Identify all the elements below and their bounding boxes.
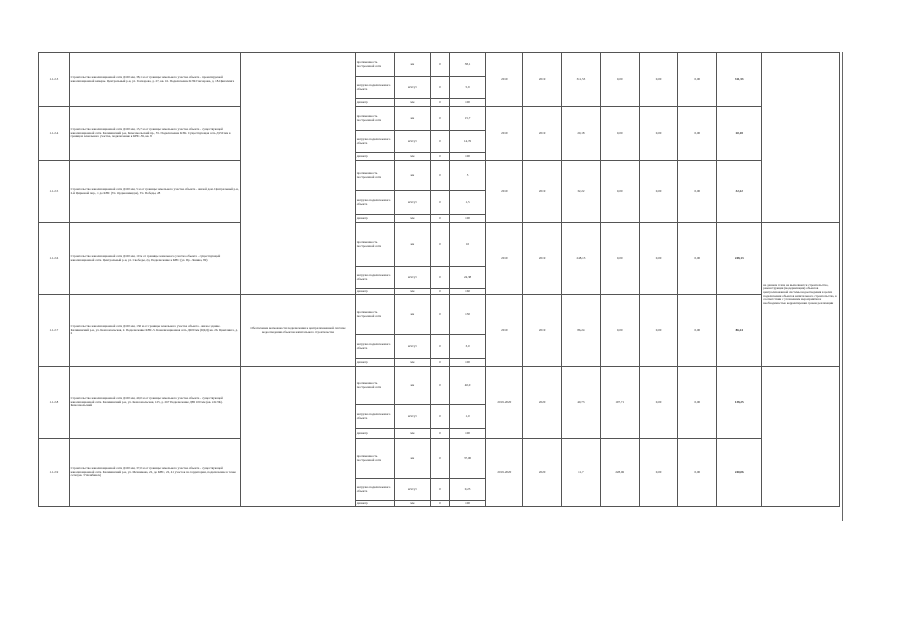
unit-cell: м3/сут — [394, 335, 431, 359]
note-blank — [762, 53, 840, 223]
row-number: 1.1.2.3 — [39, 53, 70, 107]
cost-value: 0,00 — [639, 439, 678, 507]
unit-cell: км — [394, 161, 431, 191]
unit-cell: мм — [394, 501, 431, 507]
table-row — [39, 161, 840, 191]
indicator-label: протяженность построенной сети — [355, 161, 394, 191]
unit-cell: м3/сут — [394, 405, 431, 429]
measure-description: Строительство канализационной сети Д100 мм, 37,0 м от границы земельного участка объекта - существующей канализационной сети. Калининский р-н, ул. Мечникова, 22, до КНС, 22, 41 участок по территории, подключение в точке сети (кв. 3 Челябинск) — [69, 439, 241, 507]
purpose-blank — [241, 367, 355, 507]
row-number: 1.1.2.4 — [39, 107, 70, 161]
indicator-label: протяженность построенной сети — [355, 107, 394, 131]
start-year: 2019 — [486, 295, 523, 367]
measure-description: Строительство канализационной сети Д100 мм, 5 м от границы земельного участка объекта - жилой дом. Центральный р-н, 2-й Цирковой пер., 1 до КНС (Ул. Орджоникидзе), Ул. Победы, 28 — [69, 161, 241, 223]
purpose-cell: Обеспечение возможности подключения к централизованной системе водоотведения объектов капитального строительства — [241, 295, 355, 367]
cost-value: 20,18 — [562, 107, 601, 161]
cost-total: 32,22 — [717, 161, 762, 223]
unit-cell: мм — [394, 289, 431, 295]
unit-cell: км — [394, 367, 431, 405]
zero-cell: 0 — [431, 479, 449, 501]
cost-value: 40,73 — [562, 367, 601, 439]
zero-cell: 0 — [431, 99, 449, 107]
table-row — [39, 53, 840, 77]
unit-cell: м3/сут — [394, 191, 431, 215]
cost-value: 0,00 — [600, 53, 639, 107]
zero-cell: 0 — [431, 131, 449, 153]
zero-cell: 0 — [431, 335, 449, 359]
indicator-value: 24,38 — [449, 267, 486, 289]
zero-cell: 0 — [431, 77, 449, 99]
indicator-label: нагрузка подключаемого объекта — [355, 77, 394, 99]
zero-cell: 0 — [431, 359, 449, 367]
indicator-value: 1,0 — [449, 405, 486, 429]
zero-cell: 0 — [431, 191, 449, 215]
unit-cell: м3/сут — [394, 479, 431, 501]
cost-value: 0,00 — [600, 161, 639, 223]
cost-value: 86,24 — [562, 295, 601, 367]
cost-value: 311,53 — [562, 53, 601, 107]
unit-cell: мм — [394, 153, 431, 161]
note-blank — [762, 367, 840, 507]
indicator-label: протяженность построенной сети — [355, 439, 394, 479]
zero-cell: 0 — [431, 295, 449, 335]
unit-cell: км — [394, 107, 431, 131]
cost-value: 197,71 — [600, 367, 639, 439]
end-year: 2019 — [523, 53, 562, 107]
indicator-value: 100 — [449, 359, 486, 367]
row-number: 1.1.2.5 — [39, 161, 70, 223]
indicator-label: протяженность построенной сети — [355, 53, 394, 77]
zero-cell: 0 — [431, 501, 449, 507]
cost-value: 0,00 — [639, 295, 678, 367]
zero-cell: 0 — [431, 223, 449, 267]
row-number: 1.1.2.9 — [39, 439, 70, 507]
cost-total: 248,13 — [717, 223, 762, 295]
indicator-label: диаметр — [355, 215, 394, 223]
start-year: 2019 — [486, 161, 523, 223]
table-row — [39, 223, 840, 267]
unit-cell: мм — [394, 215, 431, 223]
zero-cell: 0 — [431, 429, 449, 439]
row-number: 1.1.2.8 — [39, 367, 70, 439]
cost-value: 0,00 — [678, 223, 717, 295]
cost-total: 20,18 — [717, 107, 762, 161]
indicator-value: 15,7 — [449, 107, 486, 131]
cost-value: 248,13 — [562, 223, 601, 295]
table-row — [39, 295, 840, 335]
table-row — [39, 439, 840, 479]
unit-cell: мм — [394, 429, 431, 439]
indicator-label: диаметр — [355, 359, 394, 367]
cost-value: 0,00 — [678, 53, 717, 107]
indicator-label: нагрузка подключаемого объекта — [355, 267, 394, 289]
cost-value: 0,00 — [678, 439, 717, 507]
indicator-label: диаметр — [355, 429, 394, 439]
cost-total: 86,24 — [717, 295, 762, 367]
zero-cell: 0 — [431, 53, 449, 77]
indicator-value: 37,00 — [449, 439, 486, 479]
cost-value: 0,00 — [600, 107, 639, 161]
cost-value: 11,7 — [562, 439, 601, 507]
indicator-label: диаметр — [355, 153, 394, 161]
table-body — [39, 53, 840, 507]
cost-value: 0,00 — [678, 295, 717, 367]
cost-value: 228,06 — [600, 439, 639, 507]
measure-description: Строительство канализационной сети Д100 мм, 38,1 м от границы земельного участка объекта - проектируемой канализационной камеры. Центральный р-н, ул. Гончарова, д. 27, кв. 16. Подключение КЭК Гончарова, д. 18-Цвиллинга — [69, 53, 241, 107]
indicator-label: диаметр — [355, 289, 394, 295]
cost-value: 0,00 — [678, 161, 717, 223]
indicator-label: нагрузка подключаемого объекта — [355, 405, 394, 429]
indicator-label: нагрузка подключаемого объекта — [355, 191, 394, 215]
indicator-label: диаметр — [355, 99, 394, 107]
zero-cell: 0 — [431, 367, 449, 405]
indicator-label: нагрузка подключаемого объекта — [355, 335, 394, 359]
unit-cell: мм — [394, 99, 431, 107]
unit-cell: км — [394, 295, 431, 335]
zero-cell: 0 — [431, 215, 449, 223]
zero-cell: 0 — [431, 267, 449, 289]
cost-total: 311,53 — [717, 53, 762, 107]
unit-cell: км — [394, 53, 431, 77]
indicator-value: 14,76 — [449, 131, 486, 153]
zero-cell: 0 — [431, 107, 449, 131]
indicator-label: нагрузка подключаемого объекта — [355, 479, 394, 501]
indicator-value: 130 — [449, 295, 486, 335]
unit-cell: км — [394, 439, 431, 479]
investment-program-table — [38, 52, 840, 507]
indicator-value: 3,0 — [449, 335, 486, 359]
indicator-value: 100 — [449, 501, 486, 507]
unit-cell: м3/сут — [394, 131, 431, 153]
unit-cell: км — [394, 223, 431, 267]
cost-value: 32,22 — [562, 161, 601, 223]
cost-value: 0,00 — [678, 107, 717, 161]
indicator-value: 160 — [449, 289, 486, 295]
measure-description: Строительство канализационной сети Д100 мм, 130 м от границы земельного участка объекта - жилое здание. Калининский р-н, ул. Комсомольская, 2. Подключение КНС-5. Канализационная сеть Д200 мм (ЦКД) кв. 26. Цвиллинга, д. 2 — [69, 295, 241, 367]
indicator-value: 10 — [449, 223, 486, 267]
indicator-value: 5,9 — [449, 77, 486, 99]
indicator-value: 38,1 — [449, 53, 486, 77]
start-year: 2019 — [486, 107, 523, 161]
zero-cell: 0 — [431, 289, 449, 295]
indicator-label: протяженность построенной сети — [355, 367, 394, 405]
start-year: 2019 — [486, 53, 523, 107]
cost-value: 0,00 — [600, 295, 639, 367]
cost-value: 0,00 — [600, 223, 639, 295]
zero-cell: 0 — [431, 439, 449, 479]
unit-cell: м3/сут — [394, 77, 431, 99]
indicator-value: 100 — [449, 215, 486, 223]
indicator-label: нагрузка подключаемого объекта — [355, 131, 394, 153]
start-year: 2019 — [486, 223, 523, 295]
row-number: 1.1.2.7 — [39, 295, 70, 367]
indicator-value: 40,0 — [449, 367, 486, 405]
start-year: 2019-2020 — [486, 439, 523, 507]
end-year: 2019 — [523, 161, 562, 223]
measure-description: Строительство канализационной сети Д100 мм, 15,7 м от границы земельного участка объекта - существующей канализационной сети. Калининский р-н, Комсомольский пр., 55. Подключение КЭК. Существующая сеть Д150 мм в границах земельного участка, подключение к КНС-59, кв. 8 — [69, 107, 241, 161]
indicator-value: 100 — [449, 153, 486, 161]
row-number: 1.1.2.6 — [39, 223, 70, 295]
indicator-value: 5 — [449, 161, 486, 191]
start-year: 2019-2020 — [486, 367, 523, 439]
purpose-blank — [241, 53, 355, 295]
end-year: 2019 — [523, 223, 562, 295]
cost-value: 0,00 — [639, 107, 678, 161]
zero-cell: 0 — [431, 153, 449, 161]
indicator-label: диаметр — [355, 501, 394, 507]
cost-value: 0,00 — [639, 161, 678, 223]
note-cell: на данном этапе не выполняется строительство, реконструкция (модернизация) объектов централизованной системы водоотведения в целях подключения объектов капитального строительства, в соответствии с уточнением мероприятия и необходимостью корректировки сроков реализации — [762, 223, 840, 367]
cost-value: 0,00 — [639, 367, 678, 439]
end-year: 2019 — [523, 107, 562, 161]
indicator-value: 0,23 — [449, 479, 486, 501]
cost-total: 240,06 — [717, 439, 762, 507]
end-year: 2020 — [523, 439, 562, 507]
cost-total: 138,25 — [717, 367, 762, 439]
measure-description: Строительство канализационной сети Д100 мм, 40,0 м от границы земельного участка объекта - существующей канализационной сети. Калининский р-н, ул. Комсомольская, 125, д. 267 Подключение ДЮ 100 мм (кв. 4 КЭК). Комсомольский — [69, 367, 241, 439]
cost-value: 0,00 — [639, 53, 678, 107]
indicator-label: протяженность построенной сети — [355, 223, 394, 267]
indicator-label: протяженность построенной сети — [355, 295, 394, 335]
unit-cell: м3/сут — [394, 267, 431, 289]
indicator-value: 100 — [449, 429, 486, 439]
unit-cell: мм — [394, 359, 431, 367]
cost-value: 0,00 — [678, 367, 717, 439]
right-border-line — [842, 52, 843, 521]
end-year: 2019 — [523, 295, 562, 367]
indicator-value: 100 — [449, 99, 486, 107]
indicator-value: 1,5 — [449, 191, 486, 215]
measure-description: Строительство канализационной сети Д100 мм, 10 м от границы земельного участка объекта - существующей канализационной сети. Центральный р-н, ул. Свободы, 2д. Подключение к КНС (ул. Пр. Ленина, 89) — [69, 223, 241, 295]
end-year: 2020 — [523, 367, 562, 439]
table-row — [39, 367, 840, 405]
zero-cell: 0 — [431, 161, 449, 191]
cost-value: 0,00 — [639, 223, 678, 295]
table-row — [39, 107, 840, 131]
zero-cell: 0 — [431, 405, 449, 429]
